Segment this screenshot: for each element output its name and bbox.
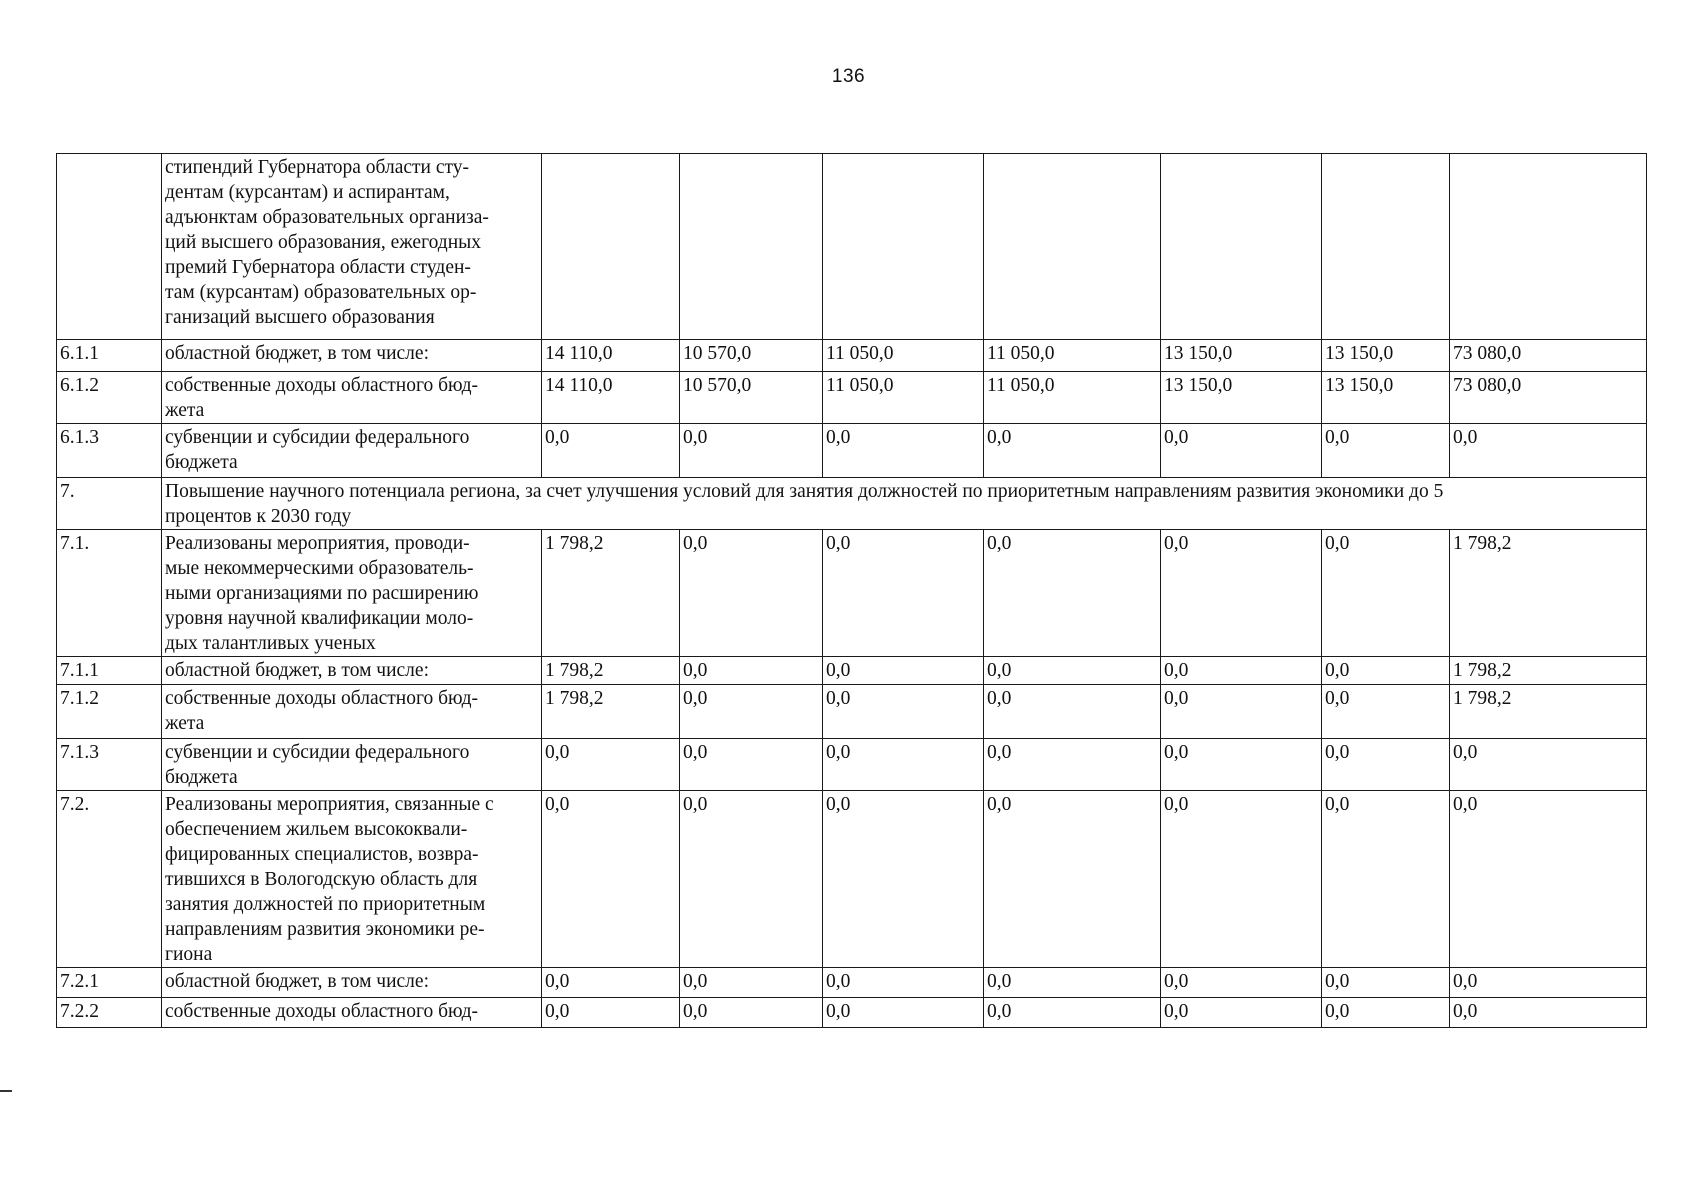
table-row: [57, 424, 1647, 478]
table-row: [57, 968, 1647, 998]
row-description: собственные доходы областного бюд- жета: [162, 685, 542, 739]
row-code: 6.1.2: [57, 372, 162, 424]
value-cell: 0,0: [984, 739, 1161, 791]
value-cell: [823, 154, 984, 340]
value-cell: 13 150,0: [1322, 340, 1450, 372]
value-cell: 0,0: [1322, 968, 1450, 998]
row-code: 7.1.3: [57, 739, 162, 791]
row-code: 7.2.1: [57, 968, 162, 998]
value-cell: 1 798,2: [1450, 685, 1647, 739]
value-cell: 11 050,0: [984, 340, 1161, 372]
value-cell: [1450, 154, 1647, 340]
table-row: [57, 372, 1647, 424]
value-cell: 11 050,0: [823, 340, 984, 372]
value-cell: 0,0: [1322, 998, 1450, 1028]
value-cell: 0,0: [823, 791, 984, 968]
value-cell: 0,0: [680, 739, 823, 791]
value-cell: 0,0: [823, 739, 984, 791]
row-code: 7.: [57, 478, 162, 530]
value-cell: 0,0: [1322, 685, 1450, 739]
value-cell: 0,0: [1322, 739, 1450, 791]
table-row: [57, 685, 1647, 739]
value-cell: 0,0: [542, 739, 680, 791]
row-description: субвенции и субсидии федерального бюджета: [162, 739, 542, 791]
row-code: 7.1.2: [57, 685, 162, 739]
value-cell: 0,0: [1322, 657, 1450, 685]
table-row: [57, 530, 1647, 657]
value-cell: 0,0: [1450, 424, 1647, 478]
value-cell: 1 798,2: [542, 530, 680, 657]
value-cell: 0,0: [984, 657, 1161, 685]
value-cell: 14 110,0: [542, 372, 680, 424]
value-cell: 0,0: [1322, 530, 1450, 657]
table-body: [57, 154, 1647, 1028]
value-cell: 73 080,0: [1450, 340, 1647, 372]
table-row: [57, 791, 1647, 968]
value-cell: 0,0: [1161, 424, 1322, 478]
value-cell: 0,0: [823, 685, 984, 739]
value-cell: 0,0: [1322, 424, 1450, 478]
row-code: 7.2.2: [57, 998, 162, 1028]
value-cell: 0,0: [984, 424, 1161, 478]
value-cell: 1 798,2: [542, 657, 680, 685]
page-number: 136: [831, 66, 866, 87]
value-cell: 13 150,0: [1322, 372, 1450, 424]
value-cell: 0,0: [823, 998, 984, 1028]
row-description: областной бюджет, в том числе:: [162, 340, 542, 372]
value-cell: 10 570,0: [680, 340, 823, 372]
row-code: 6.1.3: [57, 424, 162, 478]
row-description: Реализованы мероприятия, проводи- мые некоммерческими образователь- ными организациями по расширению уровня научной квалификации моло- дых талантливых ученых: [162, 530, 542, 657]
row-description: Реализованы мероприятия, связанные с обеспечением жильем высококвали- фицированных специалистов, возвра- тившихся в Вологодскую область для занятия должностей по приоритетным направлениям развития экономики ре- гиона: [162, 791, 542, 968]
value-cell: [1322, 154, 1450, 340]
table-row: [57, 154, 1647, 340]
value-cell: 0,0: [1450, 998, 1647, 1028]
value-cell: 1 798,2: [542, 685, 680, 739]
value-cell: 0,0: [680, 657, 823, 685]
value-cell: 0,0: [680, 968, 823, 998]
value-cell: 0,0: [680, 424, 823, 478]
row-code: 7.1.1: [57, 657, 162, 685]
value-cell: 0,0: [823, 657, 984, 685]
value-cell: [1161, 154, 1322, 340]
table-row: [57, 478, 1647, 530]
value-cell: 0,0: [823, 968, 984, 998]
value-cell: 0,0: [680, 685, 823, 739]
value-cell: 0,0: [1450, 968, 1647, 998]
value-cell: 0,0: [1161, 530, 1322, 657]
table-row: [57, 340, 1647, 372]
value-cell: 0,0: [823, 530, 984, 657]
value-cell: 11 050,0: [984, 372, 1161, 424]
value-cell: 0,0: [1161, 739, 1322, 791]
value-cell: 0,0: [1322, 791, 1450, 968]
value-cell: [680, 154, 823, 340]
value-cell: 13 150,0: [1161, 372, 1322, 424]
value-cell: 0,0: [542, 791, 680, 968]
value-cell: 0,0: [1161, 791, 1322, 968]
row-code: 7.1.: [57, 530, 162, 657]
section-heading: Повышение научного потенциала региона, за счет улучшения условий для занятия должностей по приоритетным направлениям развития экономики до 5 процентов к 2030 году: [162, 478, 1647, 530]
value-cell: 0,0: [680, 791, 823, 968]
value-cell: 10 570,0: [680, 372, 823, 424]
value-cell: 0,0: [542, 424, 680, 478]
row-code: 6.1.1: [57, 340, 162, 372]
budget-table: [56, 153, 1647, 1028]
value-cell: 1 798,2: [1450, 657, 1647, 685]
row-description: областной бюджет, в том числе:: [162, 968, 542, 998]
value-cell: 0,0: [542, 998, 680, 1028]
row-code: [57, 154, 162, 340]
value-cell: 13 150,0: [1161, 340, 1322, 372]
table-row: [57, 657, 1647, 685]
value-cell: 0,0: [984, 998, 1161, 1028]
value-cell: 0,0: [984, 530, 1161, 657]
row-description: собственные доходы областного бюд-: [162, 998, 542, 1028]
table-row: [57, 998, 1647, 1028]
value-cell: [984, 154, 1161, 340]
value-cell: 0,0: [680, 998, 823, 1028]
value-cell: 0,0: [984, 968, 1161, 998]
row-description: стипендий Губернатора области сту- дентам (курсантам) и аспирантам, адъюнктам образовательных организа- ций высшего образования, ежегодных премий Губернатора области студен- там (курсантам) образовательных ор- ганизаций высшего образования: [162, 154, 542, 340]
value-cell: 1 798,2: [1450, 530, 1647, 657]
table-row: [57, 739, 1647, 791]
value-cell: 0,0: [1161, 998, 1322, 1028]
budget-table-container: [56, 153, 1646, 1028]
row-description: областной бюджет, в том числе:: [162, 657, 542, 685]
row-description: субвенции и субсидии федерального бюджета: [162, 424, 542, 478]
value-cell: 0,0: [1161, 657, 1322, 685]
row-description: собственные доходы областного бюд- жета: [162, 372, 542, 424]
value-cell: 14 110,0: [542, 340, 680, 372]
value-cell: 0,0: [542, 968, 680, 998]
row-code: 7.2.: [57, 791, 162, 968]
value-cell: 0,0: [1161, 968, 1322, 998]
value-cell: 0,0: [1450, 791, 1647, 968]
value-cell: 0,0: [984, 791, 1161, 968]
value-cell: 0,0: [823, 424, 984, 478]
value-cell: 73 080,0: [1450, 372, 1647, 424]
value-cell: 0,0: [1450, 739, 1647, 791]
value-cell: 0,0: [680, 530, 823, 657]
value-cell: 0,0: [1161, 685, 1322, 739]
value-cell: 0,0: [984, 685, 1161, 739]
value-cell: 11 050,0: [823, 372, 984, 424]
value-cell: [542, 154, 680, 340]
scan-edge-mark: [0, 1090, 12, 1092]
